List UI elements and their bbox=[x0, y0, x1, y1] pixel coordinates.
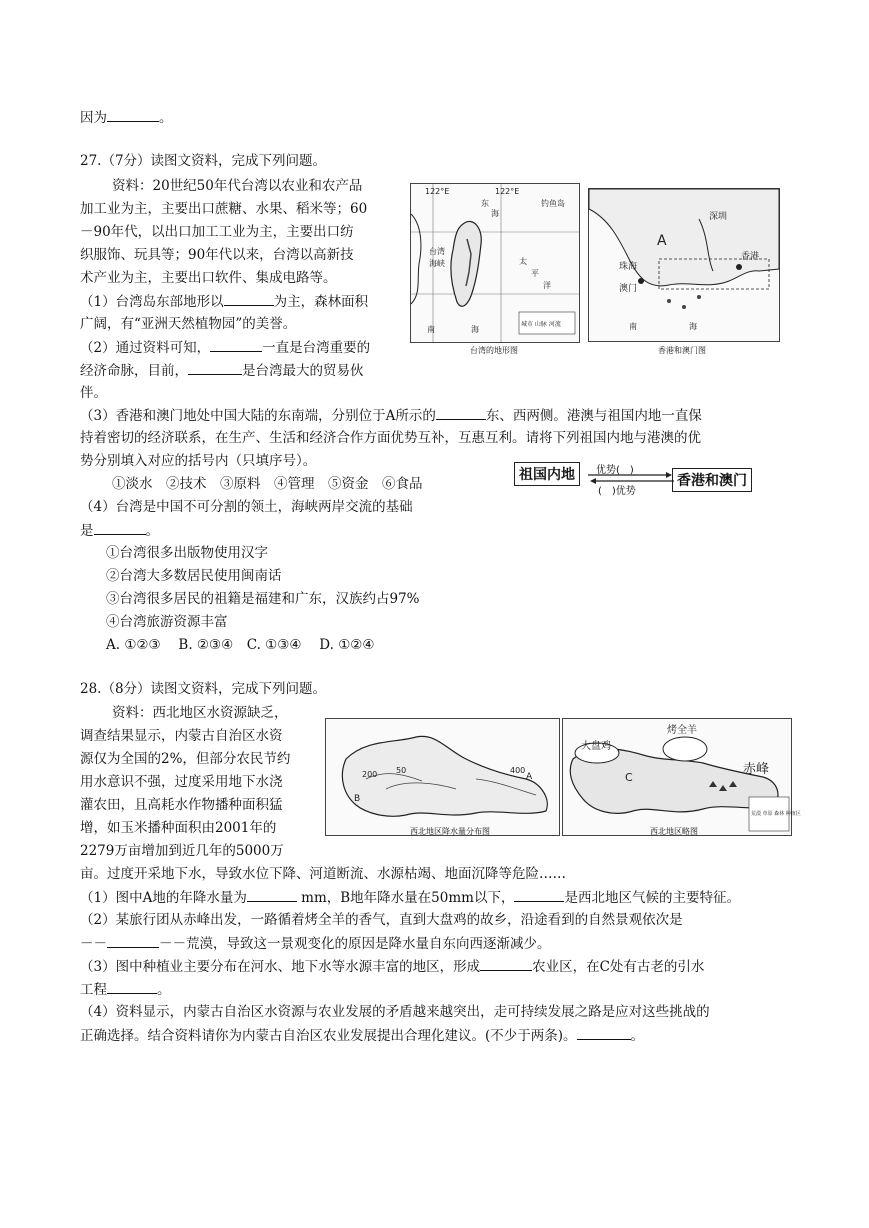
q27-heading: 27.（7分）读图文资料，完成下列问题。 bbox=[80, 153, 327, 169]
q27-3-text-a: （3）香港和澳门地处中国大陆的东南端，分别位于A所示的 bbox=[80, 408, 436, 424]
mainland-box: 祖国内地 bbox=[514, 462, 580, 486]
q28-3-line2 bbox=[80, 979, 171, 1000]
q27-2-line3: 伴。 bbox=[80, 385, 107, 401]
prev-answer-text: 因为 bbox=[80, 110, 107, 126]
q27-2-line1 bbox=[80, 337, 370, 358]
shenzhen-label: 深圳 bbox=[709, 212, 728, 222]
map4-legend: 荒漠 草原 森林 种植区 bbox=[751, 811, 801, 817]
lon-label-1: 122°E bbox=[425, 187, 450, 196]
hk-label: 香港 bbox=[741, 252, 760, 262]
label-C: C bbox=[625, 771, 633, 784]
q27-1-text-b: 为主，森林面积 bbox=[273, 294, 369, 310]
q27-material-5: 术产业为主，主要出口软件、集成电路等。 bbox=[80, 270, 337, 286]
q28-heading: 28.（8分）读图文资料，完成下列问题。 bbox=[80, 681, 327, 697]
q27-material-1: 资料：20世纪50年代台湾以农业和农产品 bbox=[112, 178, 363, 194]
taiwan-map-graphic bbox=[411, 184, 579, 342]
hk-macau-box: 香港和澳门 bbox=[672, 468, 752, 492]
q28-4-line1: （4）资料显示，内蒙古自治区水资源与农业发展的矛盾越来越突出，走可持续发展之路是应对这些挑战的 bbox=[80, 1004, 710, 1020]
q27-material-2: 加工业为主，主要出口蔗糖、水果、稻米等；60 bbox=[80, 201, 368, 217]
q28-material-4: 用水意识不强，过度采用地下水浇 bbox=[80, 774, 283, 790]
q27-3-text-b: 东、西两侧。港澳与祖国内地一直保 bbox=[485, 408, 702, 424]
q27-4-opt1: ①台湾很多出版物使用汉字 bbox=[106, 545, 268, 561]
q28-3-end: 。 bbox=[157, 982, 171, 998]
q27-3-line2: 持着密切的经济联系，在生产、生活和经济合作方面优势互补，互惠互利。请将下列祖国内地与港澳的优 bbox=[80, 430, 701, 446]
nw-sketch-caption: 西北地区略图 bbox=[650, 827, 698, 836]
q27-4-opt2: ②台湾大多数居民使用闽南话 bbox=[106, 568, 282, 584]
q28-4-text-b: 正确选择。结合资料请你为内蒙古自治区农业发展提出合理化建议。(不少于两条)。 bbox=[80, 1028, 577, 1044]
answer-blank[interactable] bbox=[107, 107, 159, 122]
taiwan-map-caption: 台湾的地形图 bbox=[470, 346, 518, 355]
q27-4-choices: A. ①②③ B. ②③④ C. ①③④ D. ①②④ bbox=[106, 637, 375, 653]
south-label-2: 南 bbox=[629, 322, 637, 331]
flow-bottom-label: ( )优势 bbox=[598, 486, 636, 497]
diaoyu-label: 钓鱼岛 bbox=[541, 199, 565, 208]
sea-label-2: 海 bbox=[689, 322, 697, 331]
q27-3-line1 bbox=[80, 405, 702, 426]
q28-material-5: 灌农田，且高耗水作物播种面积猛 bbox=[80, 797, 283, 813]
map1-legend: 城市 山脉 河流 bbox=[521, 321, 561, 328]
answer-blank[interactable] bbox=[514, 887, 564, 902]
q28-4-line2 bbox=[80, 1025, 644, 1046]
q27-4-end: 。 bbox=[145, 523, 159, 539]
dapanji-label: 大盘鸡 bbox=[581, 741, 611, 752]
lon-label-2: 122°E bbox=[495, 187, 520, 196]
q27-4-line2 bbox=[80, 520, 159, 541]
q28-2-text-c: －－荒漠，导致这一景观变化的原因是降水量自东向西逐渐减少。 bbox=[159, 936, 551, 952]
flow-arrows bbox=[588, 472, 674, 484]
taiwan-terrain-map bbox=[410, 183, 580, 343]
south-sea-label: 海 bbox=[471, 325, 479, 334]
q27-1-line2: 广阔，有“亚洲天然植物园”的美誉。 bbox=[80, 316, 297, 332]
answer-blank[interactable] bbox=[107, 933, 159, 948]
q28-1-text-a: （1）图中A地的年降水量为 bbox=[80, 890, 247, 906]
q27-material-4: 织服饰、玩具等；90年代以来，台湾以高新技 bbox=[80, 247, 354, 263]
q27-2-line2 bbox=[80, 360, 364, 381]
q27-material-3: －90年代，以出口加工工业为主，主要出口纺 bbox=[80, 224, 354, 240]
q27-4-text-b: 是 bbox=[80, 523, 94, 539]
east-sea-label-1: 东 bbox=[481, 199, 489, 208]
answer-blank[interactable] bbox=[210, 337, 262, 352]
q27-4-line1: （4）台湾是中国不可分割的领土，海峡两岸交流的基础 bbox=[80, 499, 413, 515]
macau-label: 澳门 bbox=[619, 284, 638, 294]
label-A: A bbox=[657, 233, 667, 249]
label-B-precip: B bbox=[354, 794, 361, 804]
answer-blank[interactable] bbox=[480, 956, 532, 971]
answer-blank[interactable] bbox=[247, 887, 297, 902]
pacific-label-3: 洋 bbox=[543, 281, 551, 290]
hk-macau-map-graphic bbox=[589, 189, 779, 341]
q27-2-text-c: 经济命脉，目前， bbox=[80, 363, 188, 379]
q28-material-2: 调查结果显示，内蒙古自治区水资 bbox=[80, 728, 283, 744]
q28-1-text-c: 是西北地区气候的主要特征。 bbox=[564, 890, 740, 906]
q28-1-text-b: mm，B地年降水量在50mm以下， bbox=[301, 890, 515, 906]
contour-400: 400 bbox=[510, 766, 526, 775]
pacific-label-1: 太 bbox=[519, 257, 527, 266]
q27-2-text-a: （2）通过资料可知， bbox=[80, 340, 211, 356]
nw-sketch-map bbox=[562, 718, 801, 836]
chifeng-label: 赤峰 bbox=[743, 762, 770, 777]
nw-precip-caption: 西北地区降水量分布图 bbox=[410, 827, 490, 836]
q28-4-end: 。 bbox=[630, 1028, 645, 1044]
q27-3-options: ①淡水 ②技术 ③原料 ④管理 ⑤资金 ⑥食品 bbox=[112, 476, 423, 492]
nw-sketch-map-graphic bbox=[563, 719, 801, 835]
hk-macau-map-caption: 香港和澳门图 bbox=[658, 346, 706, 355]
q28-1-line bbox=[80, 887, 740, 908]
q28-2-line2 bbox=[80, 933, 551, 954]
contour-200: 200 bbox=[362, 770, 378, 779]
nw-precip-map-graphic bbox=[326, 719, 559, 835]
q27-1-line1 bbox=[80, 291, 368, 312]
q28-3-text-a: （3）图中种植业主要分布在河水、地下水等水源丰富的地区，形成 bbox=[80, 959, 481, 975]
strait-label: 海峡 bbox=[429, 259, 445, 268]
nw-precip-map bbox=[325, 718, 560, 836]
east-sea-label-2: 海 bbox=[491, 209, 499, 218]
hk-macau-map bbox=[588, 188, 780, 342]
zhuhai-label: 珠海 bbox=[619, 262, 638, 272]
answer-blank[interactable] bbox=[436, 405, 486, 420]
kaoquanyang-label: 烤全羊 bbox=[667, 725, 697, 736]
q28-3-line1 bbox=[80, 956, 704, 977]
taiwan-label: 台湾 bbox=[429, 247, 445, 256]
q28-material-3: 源仅为全国的2%，但部分农民节约 bbox=[80, 751, 291, 767]
answer-blank[interactable] bbox=[107, 979, 157, 994]
q27-2-text-d: 是台湾最大的贸易伙 bbox=[242, 363, 364, 379]
prev-answer-end: 。 bbox=[159, 110, 173, 126]
q27-1-text-a: （1）台湾岛东部地形以 bbox=[80, 294, 224, 310]
q28-3-text-c: 工程 bbox=[80, 982, 107, 998]
flow-top-label: 优势( ) bbox=[596, 465, 634, 476]
q28-material-7: 2279万亩增加到近几年的5000万 bbox=[80, 843, 284, 859]
answer-blank[interactable] bbox=[94, 520, 146, 535]
answer-blank[interactable] bbox=[577, 1025, 631, 1040]
answer-blank[interactable] bbox=[188, 360, 242, 375]
contour-50: 50 bbox=[396, 766, 407, 775]
q28-material-6: 增，如玉米播种面积由2001年的 bbox=[80, 820, 277, 836]
q28-2-text-b: －－ bbox=[80, 936, 107, 952]
q27-4-opt3: ③台湾很多居民的祖籍是福建和广东，汉族约占97% bbox=[106, 591, 420, 607]
q28-3-text-b: 农业区，在C处有古老的引水 bbox=[532, 959, 705, 975]
q27-2-text-b: 一直是台湾重要的 bbox=[262, 340, 371, 356]
q27-3-line3: 势分别填入对应的括号内（只填序号）。 bbox=[80, 453, 317, 469]
q28-2-line1: （2）某旅行团从赤峰出发，一路循着烤全羊的香气，直到大盘鸡的故乡，沿途看到的自然景观依次是 bbox=[80, 912, 683, 928]
q27-4-opt4: ④台湾旅游资源丰富 bbox=[106, 614, 228, 630]
label-A-precip: A bbox=[526, 772, 533, 782]
q28-material-1: 资料：西北地区水资源缺乏， bbox=[112, 705, 288, 721]
answer-blank[interactable] bbox=[224, 291, 274, 306]
south-label: 南 bbox=[427, 325, 435, 334]
pacific-label-2: 平 bbox=[531, 269, 539, 278]
prev-answer-line bbox=[80, 107, 173, 128]
q28-material-8: 亩。过度开采地下水，导致水位下降、河道断流、水源枯竭、地面沉降等危险…… bbox=[80, 866, 566, 882]
